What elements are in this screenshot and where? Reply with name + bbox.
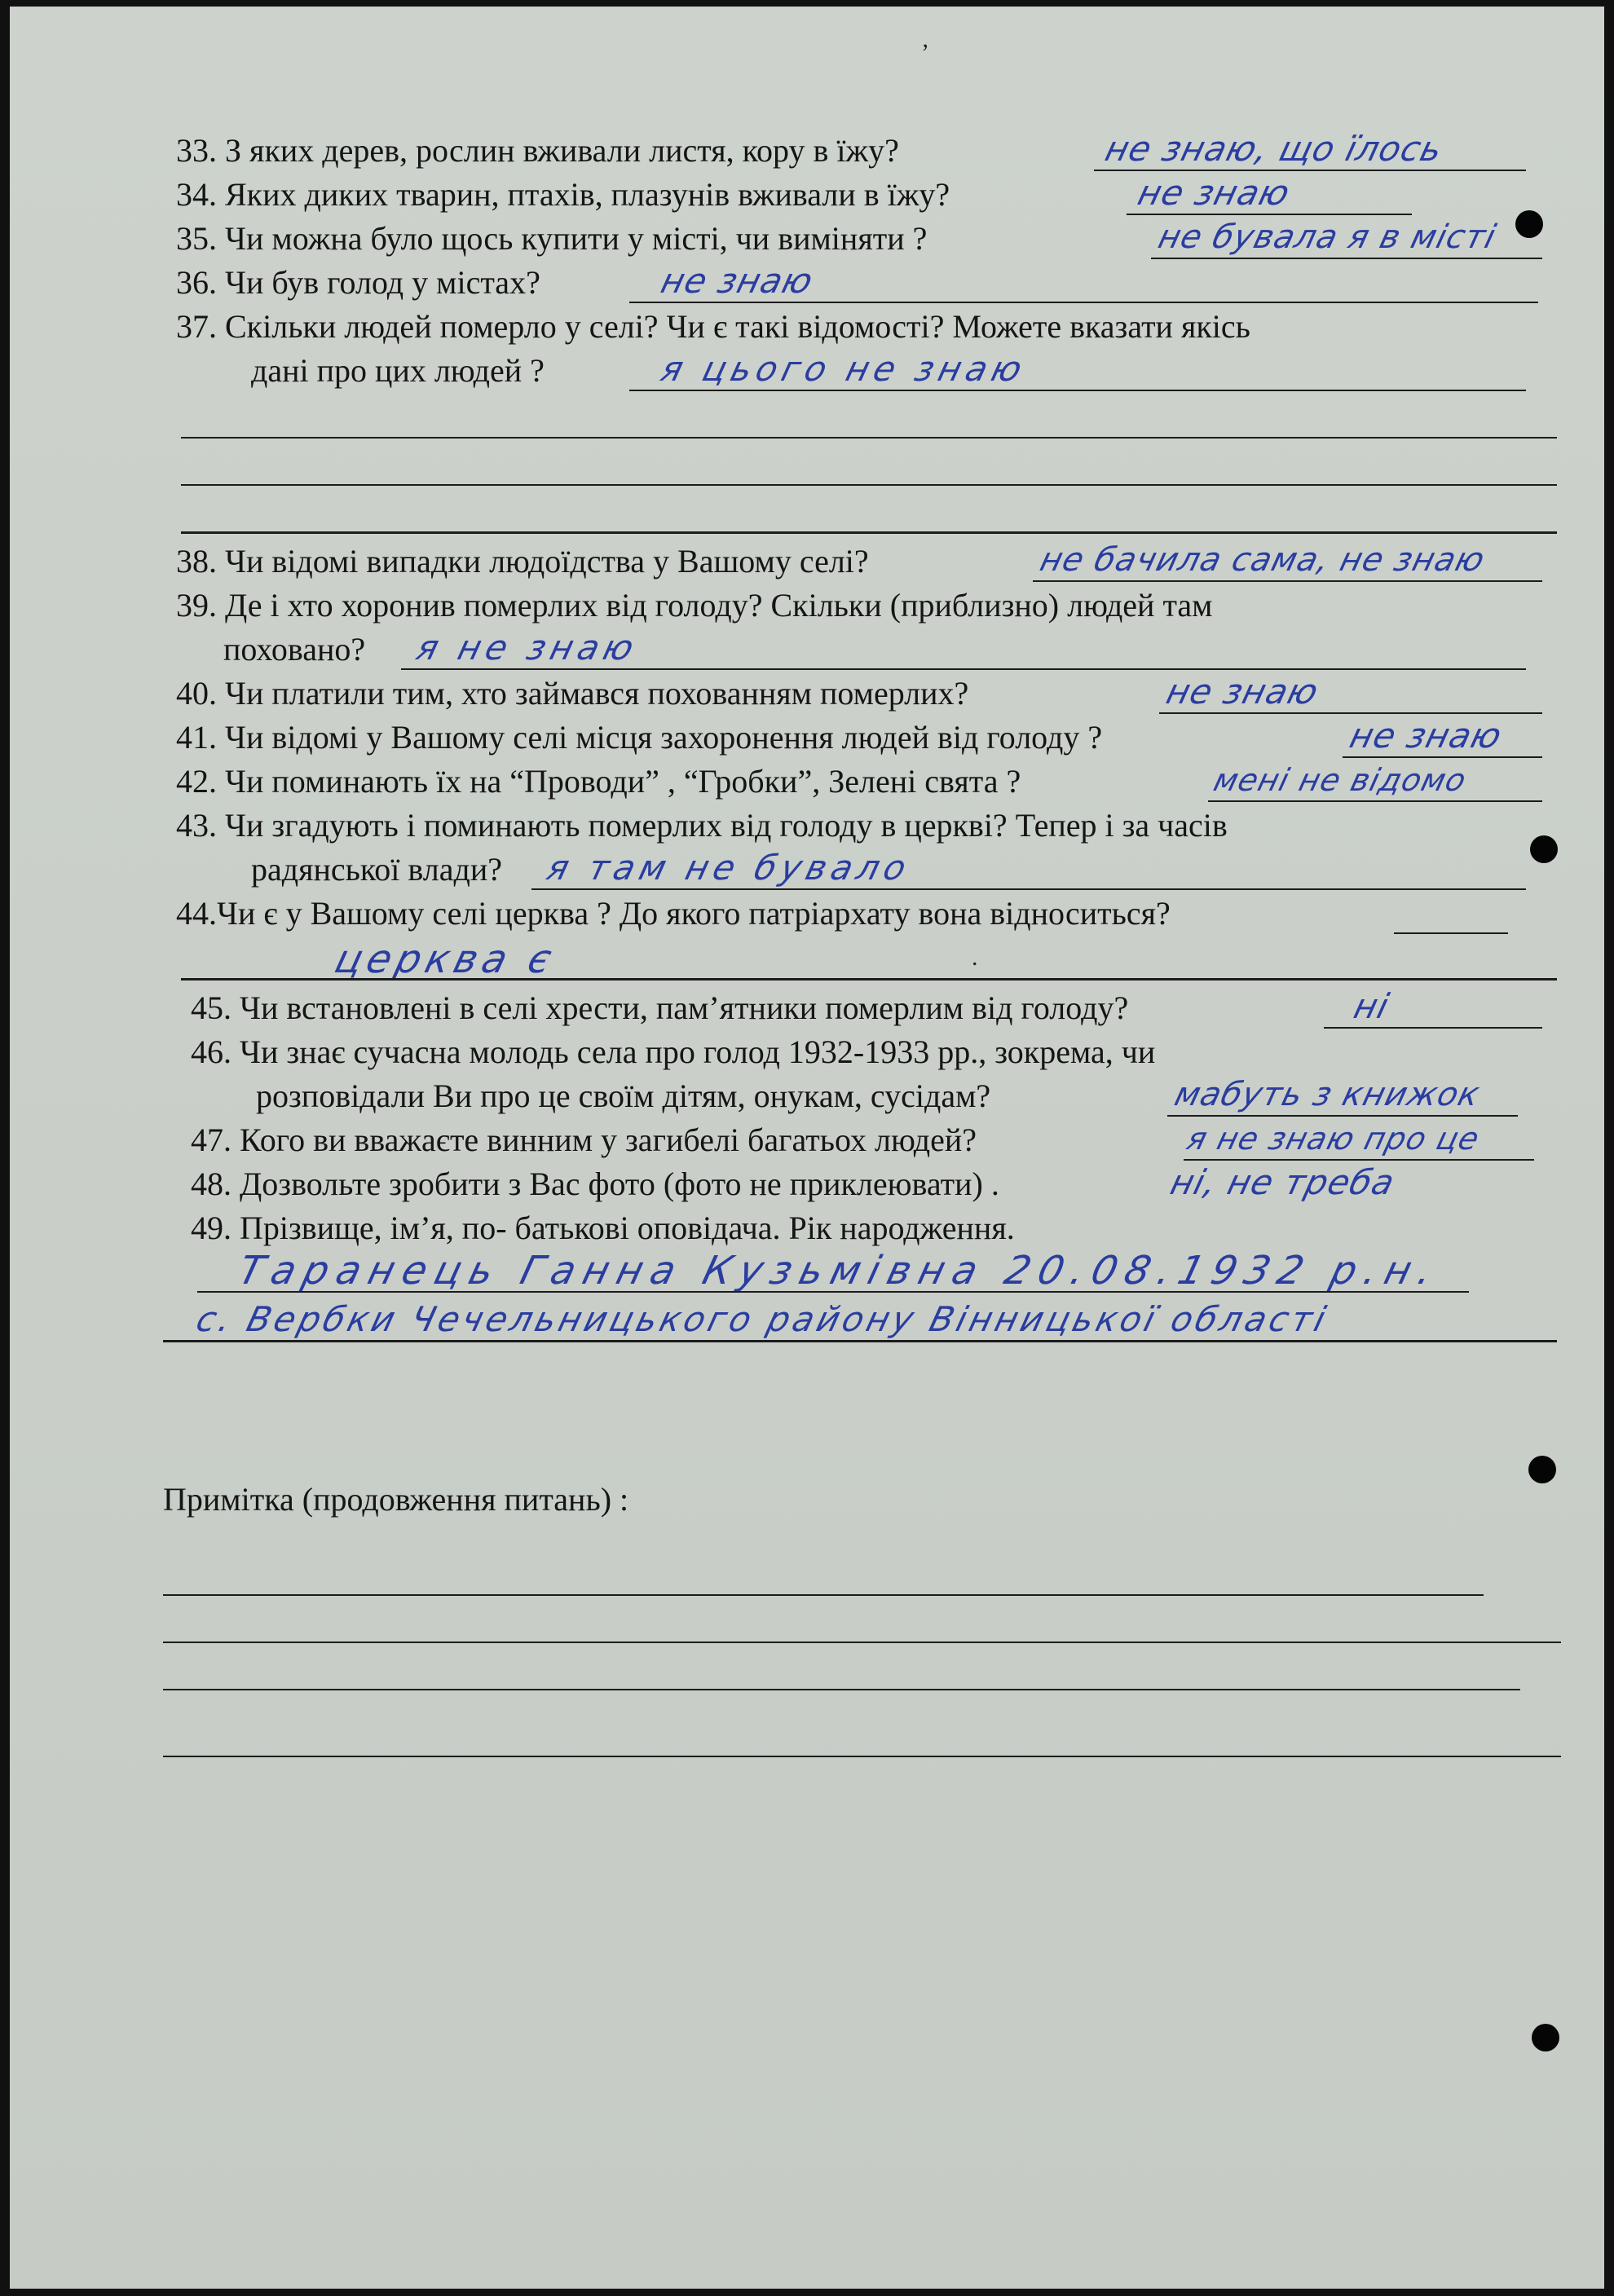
handwritten-answer: не знаю: [1134, 173, 1294, 213]
handwritten-answer: ні: [1350, 986, 1394, 1026]
answer-line: [1127, 214, 1412, 215]
answer-line: [1094, 170, 1526, 171]
stray-mark: ’: [921, 39, 929, 66]
answer-line: [181, 484, 1557, 486]
punch-hole: [1532, 2024, 1559, 2051]
question-text: Чи згадують і поминають померлих від голоду в церкві? Тепер і за часів: [225, 807, 1228, 844]
question-number: 44.: [176, 895, 217, 932]
handwritten-narrator-place: с. Вербки Чечельницького району Вінницької області: [192, 1299, 1334, 1339]
handwritten-answer: я там не бувало: [543, 848, 915, 888]
question-number: 37.: [176, 308, 217, 345]
answer-line: [1394, 932, 1508, 934]
question-42: [176, 762, 1021, 801]
question-number: 47.: [191, 1122, 232, 1158]
question-text: Чи був голод у містах?: [225, 264, 540, 301]
question-37: [176, 307, 1250, 346]
question-43-continued: радянської влади?: [251, 851, 503, 888]
question-number: 39.: [176, 587, 217, 624]
question-number: 35.: [176, 220, 217, 257]
handwritten-answer: не знаю, що їлось: [1101, 129, 1448, 169]
answer-line: [181, 437, 1557, 438]
question-number: 42.: [176, 763, 217, 800]
note-line: [163, 1756, 1561, 1757]
question-text: З яких дерев, рослин вживали листя, кору в їжу?: [225, 132, 899, 169]
question-35: [176, 219, 927, 258]
question-text: Чи поминають їх на “Проводи” , “Гробки”, Зелені свята ?: [225, 763, 1021, 800]
handwritten-answer: не знаю: [1162, 672, 1323, 712]
question-46-continued: розповідали Ви про це своїм дітям, онукам, сусідам?: [256, 1077, 991, 1114]
question-39-continued: поховано?: [223, 631, 366, 668]
question-number: 41.: [176, 719, 217, 756]
question-37-continued: дані про цих людей ?: [251, 352, 545, 389]
handwritten-answer: я не знаю про це: [1183, 1121, 1484, 1157]
question-text: Кого ви вважаєте винним у загибелі багатьох людей?: [240, 1122, 977, 1158]
handwritten-answer: не бувала я в місті: [1154, 218, 1501, 256]
question-49: [191, 1209, 1015, 1248]
punch-hole: [1528, 1456, 1556, 1483]
stray-mark: .: [972, 944, 978, 971]
handwritten-narrator-name: Таранець Ганна Кузьмівна 20.08.1932 р.н.: [234, 1248, 1445, 1293]
question-39: [176, 586, 1212, 625]
question-46: [191, 1033, 1155, 1072]
question-number: 40.: [176, 675, 217, 712]
punch-hole: [1515, 210, 1543, 238]
question-47: [191, 1121, 977, 1160]
answer-line: [1343, 756, 1542, 758]
question-number: 45.: [191, 989, 232, 1026]
answer-line: [1033, 580, 1542, 582]
handwritten-answer: не знаю: [657, 261, 818, 301]
answer-line: [1167, 1115, 1518, 1117]
question-41: [176, 718, 1102, 757]
question-40: [176, 674, 968, 713]
question-44: [176, 894, 1171, 933]
answer-line: [1151, 258, 1542, 259]
handwritten-answer: мабуть з книжок: [1171, 1076, 1484, 1113]
question-45: [191, 989, 1128, 1028]
handwritten-answer: я цього не знаю: [657, 349, 1031, 389]
question-text: Прізвище, ім’я, по- батькові оповідача. Рік народження.: [240, 1210, 1015, 1246]
question-48: [191, 1165, 999, 1204]
question-38: [176, 542, 869, 581]
note-line: [163, 1689, 1520, 1690]
answer-line: [629, 390, 1526, 391]
question-text: Яких диких тварин, птахів, плазунів вживали в їжу?: [225, 176, 950, 213]
question-number: 46.: [191, 1033, 232, 1070]
handwritten-answer: мені не відомо: [1210, 762, 1471, 798]
question-text: Чи платили тим, хто займався похованням померлих?: [225, 675, 969, 712]
question-text: Чи відомі випадки людоїдства у Вашому селі?: [225, 543, 869, 580]
question-33: [176, 131, 899, 170]
handwritten-answer: церква є: [330, 936, 561, 982]
question-number: 43.: [176, 807, 217, 844]
answer-line: [1208, 800, 1542, 802]
section-divider: [181, 978, 1557, 981]
question-text: Чи можна було щось купити у місті, чи виміняти ?: [225, 220, 928, 257]
question-text: Чи є у Вашому селі церква ? До якого патріархату вона відноситься?: [217, 895, 1171, 932]
answer-line: [531, 888, 1526, 890]
section-divider: [163, 1340, 1557, 1342]
question-34: [176, 175, 950, 214]
answer-line: [1159, 712, 1542, 714]
question-text: Чи відомі у Вашому селі місця захоронення людей від голоду ?: [225, 719, 1103, 756]
handwritten-answer: не бачила сама, не знаю: [1036, 541, 1489, 579]
note-line: [163, 1594, 1484, 1596]
handwritten-answer: ні, не треба: [1166, 1162, 1400, 1202]
question-36: [176, 263, 540, 302]
handwritten-answer: не знаю: [1346, 716, 1506, 756]
note-line: [163, 1642, 1561, 1643]
question-number: 33.: [176, 132, 217, 169]
answer-line: [1324, 1027, 1542, 1029]
question-text: Скільки людей померло у селі? Чи є такі відомості? Можете вказати якісь: [225, 308, 1250, 345]
answer-line: [1184, 1159, 1534, 1161]
note-label: Примітка (продовження питань) :: [163, 1481, 629, 1518]
handwritten-answer: я не знаю: [412, 628, 643, 668]
question-number: 36.: [176, 264, 217, 301]
question-text: Чи встановлені в селі хрести, пам’ятники померлим від голоду?: [240, 989, 1129, 1026]
section-divider: [181, 531, 1557, 534]
punch-hole: [1530, 835, 1558, 863]
question-number: 48.: [191, 1166, 232, 1202]
question-43: [176, 806, 1228, 845]
questionnaire-page: [10, 7, 1604, 2289]
question-number: 34.: [176, 176, 217, 213]
question-number: 49.: [191, 1210, 232, 1246]
answer-line: [401, 668, 1526, 670]
answer-line: [629, 302, 1538, 303]
question-text: Дозвольте зробити з Вас фото (фото не приклеювати) .: [240, 1166, 999, 1202]
question-text: Чи знає сучасна молодь села про голод 1932-1933 рр., зокрема, чи: [240, 1033, 1156, 1070]
question-number: 38.: [176, 543, 217, 580]
answer-line: [197, 1291, 1469, 1293]
question-text: Де і хто хоронив померлих від голоду? Скільки (приблизно) людей там: [225, 587, 1213, 624]
